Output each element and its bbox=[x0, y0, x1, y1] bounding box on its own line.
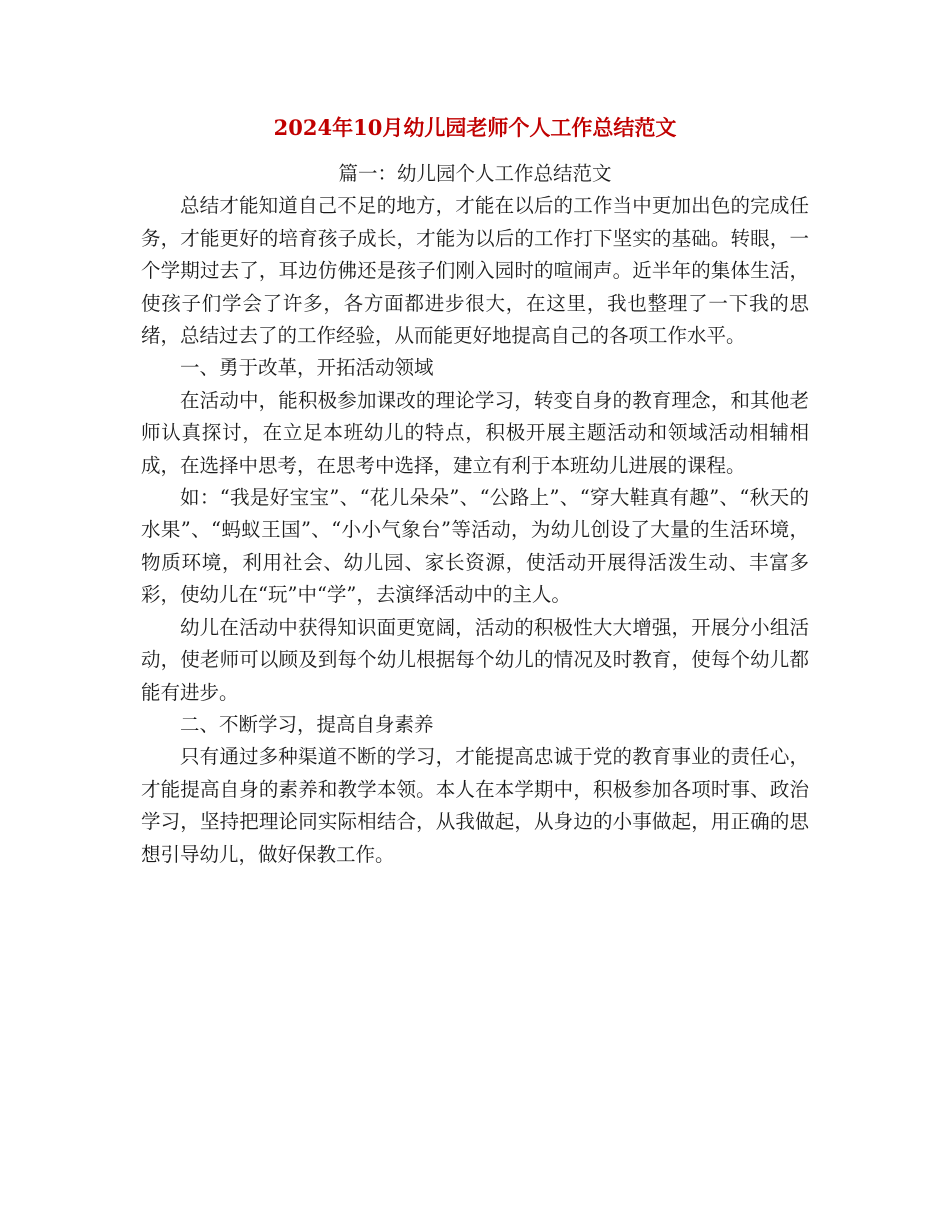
document-title: 2024年10月幼儿园老师个人工作总结范文 bbox=[273, 115, 677, 140]
section-subtitle: 篇一：幼儿园个人工作总结范文 bbox=[338, 162, 612, 185]
paragraph: 如：“我是好宝宝”、“花儿朵朵”、“公路上”、“穿大鞋真有趣”、“秋天的水果”、“蚂蚁王国”、“小小气象台”等活动，为幼儿创设了大量的生活环境，物质环境，利用社会、幼儿园、家长资源，使活动开展得活泼生动、丰富多彩，使幼儿在“玩”中“学”，去演绎活动中的主人。 bbox=[141, 486, 809, 607]
paragraph: 只有通过多种渠道不断的学习，才能提高忠诚于党的教育事业的责任心，才能提高自身的素养和教学本领。本人在本学期中，积极参加各项时事、政治学习，坚持把理论同实际相结合，从我做起，从身边的小事做起，用正确的思想引导幼儿，做好保教工作。 bbox=[141, 745, 809, 866]
section-heading-1: 一、勇于改革，开拓活动领域 bbox=[180, 356, 434, 380]
document-body bbox=[141, 158, 809, 871]
paragraph: 幼儿在活动中获得知识面更宽阔，活动的积极性大大增强，开展分小组活动，使老师可以顾及到每个幼儿根据每个幼儿的情况及时教育，使每个幼儿都能有进步。 bbox=[141, 615, 809, 704]
paragraph: 在活动中，能积极参加课改的理论学习，转变自身的教育理念，和其他老师认真探讨，在立足本班幼儿的特点，积极开展主题活动和领域活动相辅相成，在选择中思考，在思考中选择，建立有利于本班幼儿进展的课程。 bbox=[141, 388, 809, 477]
paragraph-intro: 总结才能知道自己不足的地方，才能在以后的工作当中更加出色的完成任务，才能更好的培育孩子成长，才能为以后的工作打下坚实的基础。转眼，一个学期过去了，耳边仿佛还是孩子们刚入园时的喧闹声。近半年的集体生活，使孩子们学会了许多，各方面都进步很大，在这里，我也整理了一下我的思绪，总结过去了的工作经验，从而能更好地提高自己的各项工作水平。 bbox=[141, 194, 809, 348]
section-heading-2: 二、不断学习，提高自身素养 bbox=[180, 712, 434, 736]
